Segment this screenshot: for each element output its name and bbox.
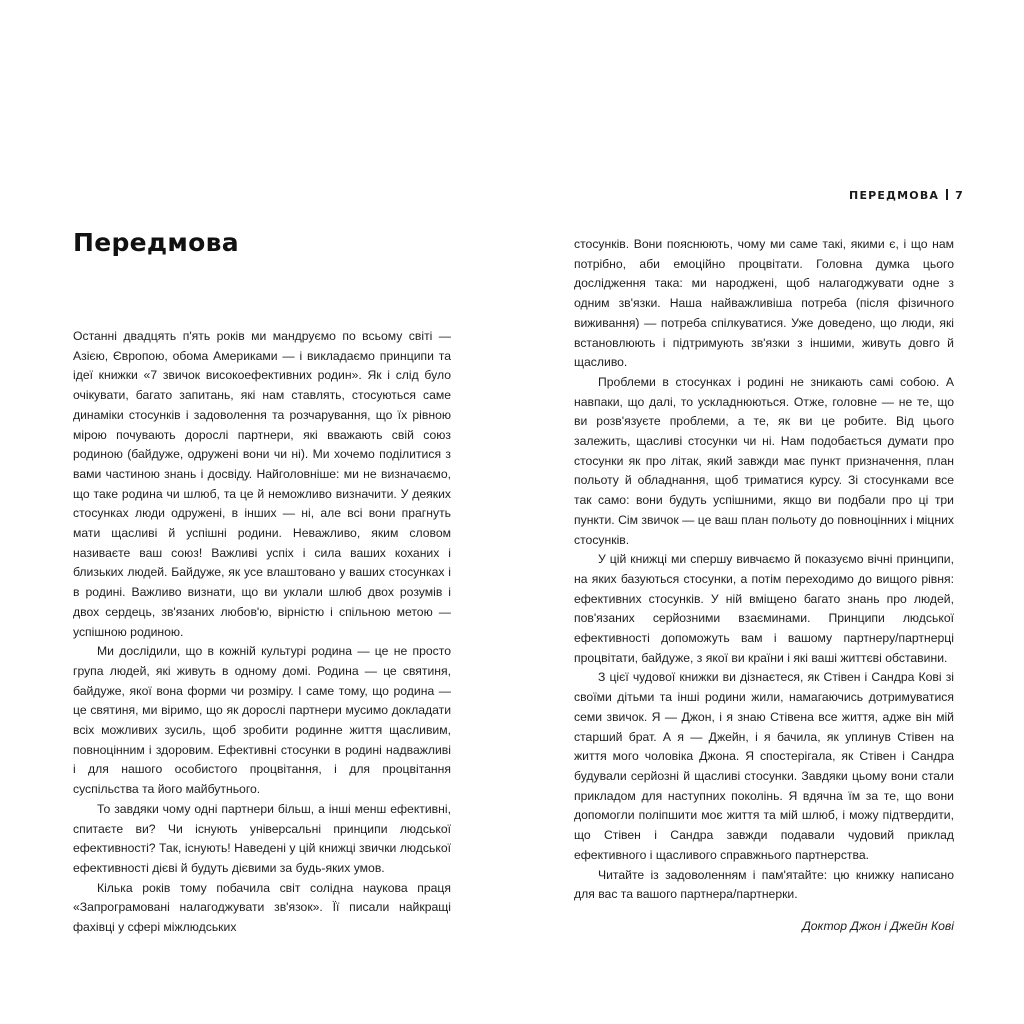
paragraph: З цієї чудової книжки ви дізнаєтеся, як Стівен і Сандра Кові зі своїми дітьми та інші родини жили, намагаючись дотримуватися семи звичок. Я — Джон, і я знаю Стівена все життя, адже він мій старший брат. А я — Джейн, і я бачила, як уплинув Стівен на життя мого чоловіка Джона. Я спостерігала, як Стівен і Сандра будували серйозні й щасливі стосунки. Завдяки цьому вони стали прикладом для наступних поколінь. Я вдячна їм за те, що вони допомогли поліпшити моє життя та мій шлюб, і можу підтвердити, що Стівен і Сандра завжди подавали чудовий приклад ефективного і щасливого справжнього партнерства. — [574, 670, 954, 862]
chapter-title: Передмова — [73, 228, 239, 257]
paragraph: Кілька років тому побачила світ солідна наукова праця «Запрограмовані налагоджувати зв'язок». Її писали найкращі фахівці у сфері міжлюдських — [73, 880, 451, 935]
running-header — [849, 189, 964, 202]
paragraph: Проблеми в стосунках і родині не зникають самі собою. А навпаки, що далі, то ускладнюються. Отже, головне — не те, що ви розв'язуєте проблеми, а те, як ви це робите. Від цього залежить, щасливі стосунки чи ні. Нам подобається думати про стосунки як про літак, який завжди має пункт призначення, план польоту й обладнання, щоб триматися курсу. Зі стосунками все так само: вони будуть успішними, якщо ви подбали про ці три пункти. Сім звичок — це ваш план польоту до повноцінних і міцних стосунків. — [574, 374, 954, 547]
left-column — [73, 327, 451, 938]
paragraph: стосунків. Вони пояснюють, чому ми саме такі, якими є, і що нам потрібно, аби емоційно процвітати. Головна думка цього дослідження така: ми народжені, щоб налагоджувати одне з одним зв'язки. Наша найважливіша потреба (після фізичного виживання) — потреба спілкуватися. Уже доведено, що люди, які встановлюють і підтримують зв'язки з іншими, живуть довго й щасливо. — [574, 237, 954, 370]
paragraph: У цій книжці ми спершу вивчаємо й показуємо вічні принципи, на яких базуються стосунки, а потім переходимо до вищого рівня: ефективних стосунків. У ній вміщено багато знань про людей, пов'язаних серйозними взаєминами. Принципи людської ефективності допоможуть вам і вашому партнеру/партнерці процвітати, байдуже, з якої ви країни і які ваші життєві обставини. — [574, 552, 954, 665]
header-separator — [946, 189, 948, 200]
paragraph: Ми дослідили, що в кожній культурі родина — це не просто група людей, які живуть в одному домі. Родина — це святиня, байдуже, якої вона форми чи розміру. І саме тому, що родина — це святиня, ми віримо, що як дорослі партнери мусимо докладати всіх можливих зусиль, щоб зробити родинне життя щасливим, повноцінним і здоровим. Ефективні стосунки в родині надважливі і для нашого особистого процвітання, і для процвітання суспільства та його майбутнього. — [73, 644, 451, 797]
paragraph: То завдяки чому одні партнери більш, а інші менш ефективні, спитаєте ви? Чи існують універсальні принципи людської ефективності? Так, існують! Наведені у цій книжці звички людської ефективності дієві й будуть дієвими за будь-яких умов. — [73, 801, 451, 875]
right-column — [574, 235, 954, 937]
paragraph: Останні двадцять п'ять років ми мандруємо по всьому світі — Азією, Європою, обома Америками — і викладаємо принципи та ідеї книжки «7 звичок високоефективних родин». Як і слід було очікувати, багато запитань, які нам ставлять, стосуються саме динаміки стосунків і задоволення та розчарування, що їх рівною мірою почувають дорослі партнери, які вважають свій союз родиною (байдуже, одружені вони чи ні). Ми хочемо поділитися з вами частиною знань і досвіду. Найголовніше: ми не визначаємо, що таке родина чи шлюб, та це й неможливо визначити. У деяких стосунках люди одружені, в інших — ні, але всі вони прагнуть мати щасливі й успішні родини. Неважливо, яким словом називаєте ваш союз! Важливі успіх і сила ваших коханих і близьких людей. Байдуже, як усе влаштовано у ваших стосунках і в родині. Важливо визнати, що ви уклали шлюб двох розумів і двох сердець, зв'язаних любов'ю, вірністю і спільною метою — успішною родиною. — [73, 329, 451, 639]
running-header-section: ПЕРЕДМОВА — [849, 189, 940, 202]
paragraph: Читайте із задоволенням і пам'ятайте: цю книжку написано для вас та вашого партнера/партнерки. — [574, 867, 954, 902]
page-number: 7 — [955, 189, 964, 202]
signature: Доктор Джон і Джейн Кові — [802, 918, 954, 933]
